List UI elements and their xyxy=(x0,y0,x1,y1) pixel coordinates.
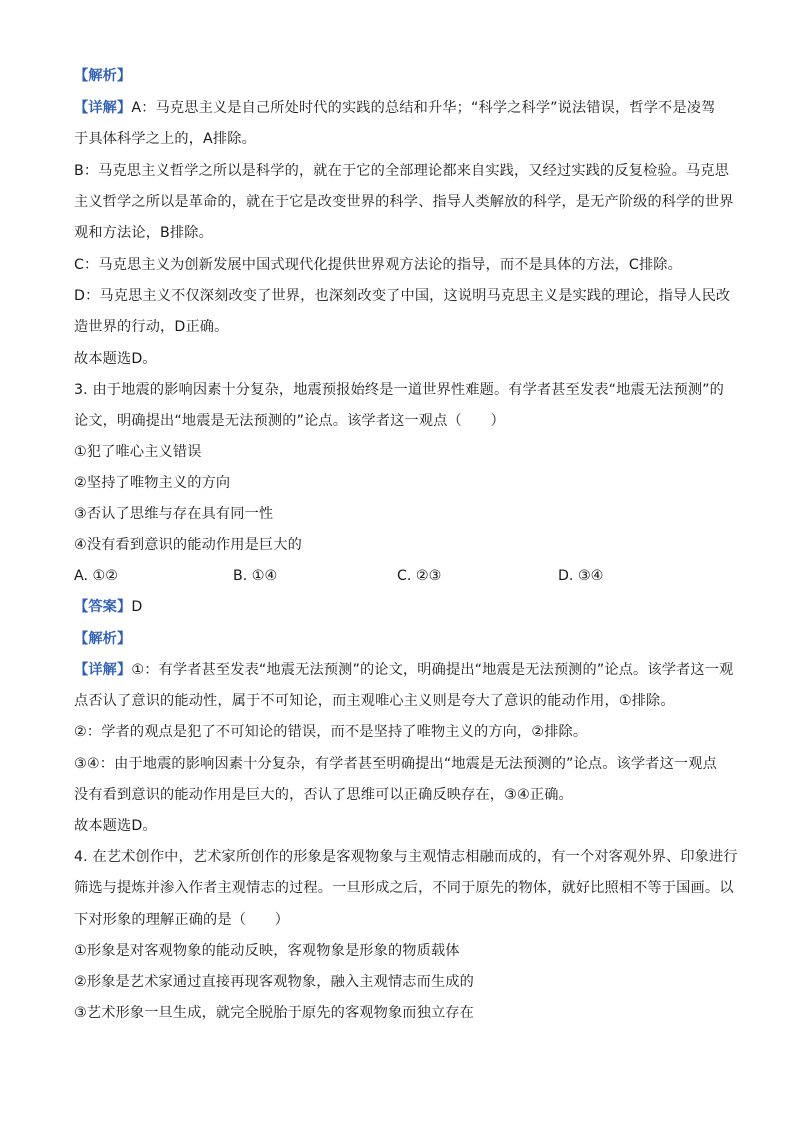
detail-line: 点否认了意识的能动性，属于不可知论，而主观唯心主义则是夸大了意识的能动作用，①排除。 xyxy=(74,693,675,709)
answer-value: D xyxy=(131,599,143,615)
answer-line xyxy=(74,597,142,617)
question-stem: 筛选与提炼并渗入作者主观情志的过程。一旦形成之后，不同于原先的物体，就好比照相不等于国画。以 xyxy=(74,880,734,896)
detail-text: A：马克思主义是自己所处时代的实践的总结和升华；“科学之科学”说法错误，哲学不是凌驾 xyxy=(131,100,716,116)
statement-item: ①犯了唯心主义错误 xyxy=(74,444,202,460)
option-d: D. ③④ xyxy=(558,568,604,584)
detail-line: 造世界的行动，D正确。 xyxy=(74,319,229,335)
analysis-tag: 【解析】 xyxy=(74,631,132,647)
conclusion-line: 故本题选D。 xyxy=(74,351,157,367)
option-a: A. ①② xyxy=(74,568,118,584)
question-stem: 下对形象的理解正确的是（ ） xyxy=(74,912,290,928)
statement-item: ③艺术形象一旦生成，就完全脱胎于原先的客观物象而独立存在 xyxy=(74,1005,474,1021)
detail-line: D：马克思主义不仅深刻改变了世界，也深刻改变了中国，这说明马克思主义是实践的理论，指导人民改 xyxy=(74,288,731,304)
detail-line: C：马克思主义为创新发展中国式现代化提供世界观方法论的指导，而不是具体的方法，C排除。 xyxy=(74,257,682,273)
statement-item: ③否认了思维与存在具有同一性 xyxy=(74,506,274,522)
detail-line: ②：学者的观点是犯了不可知论的错误，而不是坚持了唯物主义的方向，②排除。 xyxy=(74,724,588,740)
question-stem: 3. 由于地震的影响因素十分复杂，地震预报始终是一道世界性难题。有学者甚至发表“地震无法预测”的 xyxy=(74,382,725,398)
statement-item: ②坚持了唯物主义的方向 xyxy=(74,475,231,491)
option-b: B. ①④ xyxy=(233,568,278,584)
detail-line xyxy=(74,98,715,118)
statement-item: ④没有看到意识的能动作用是巨大的 xyxy=(74,537,302,553)
analysis-tag: 【解析】 xyxy=(74,68,132,84)
option-c: C. ②③ xyxy=(397,568,442,584)
detail-line: 观和方法论，B排除。 xyxy=(74,225,213,241)
detail-line: B：马克思主义哲学之所以是科学的，就在于它的全部理论都来自实践，又经过实践的反复检验。马克思 xyxy=(74,163,730,179)
detail-tag: 【详解】 xyxy=(74,662,132,678)
detail-line: 主义哲学之所以是革命的，就在于它是改变世界的科学、指导人类解放的科学，是无产阶级的科学的世界 xyxy=(74,194,734,210)
statement-item: ②形象是艺术家通过直接再现客观物象，融入主观情志而生成的 xyxy=(74,974,474,990)
statement-item: ①形象是对客观物象的能动反映，客观物象是形象的物质载体 xyxy=(74,943,460,959)
question-stem: 4. 在艺术创作中，艺术家所创作的形象是客观物象与主观情志相融而成的，有一个对客观外界、印象进行 xyxy=(74,849,738,865)
detail-line: 没有看到意识的能动作用是巨大的，否认了思维可以正确反映存在，③④正确。 xyxy=(74,787,573,803)
question-stem: 论文，明确提出“地震是无法预测的”论点。该学者这一观点（ ） xyxy=(74,413,505,429)
detail-line: ③④：由于地震的影响因素十分复杂，有学者甚至明确提出“地震是无法预测的”论点。该学者这一观点 xyxy=(74,756,717,772)
detail-text: ①：有学者甚至发表“地震无法预测”的论文，明确提出“地震是无法预测的”论点。该学者这一观 xyxy=(131,662,734,678)
detail-line: 于具体科学之上的，A排除。 xyxy=(74,131,256,147)
detail-line xyxy=(74,660,733,680)
conclusion-line: 故本题选D。 xyxy=(74,818,157,834)
answer-tag: 【答案】 xyxy=(74,599,132,615)
detail-tag: 【详解】 xyxy=(74,100,132,116)
